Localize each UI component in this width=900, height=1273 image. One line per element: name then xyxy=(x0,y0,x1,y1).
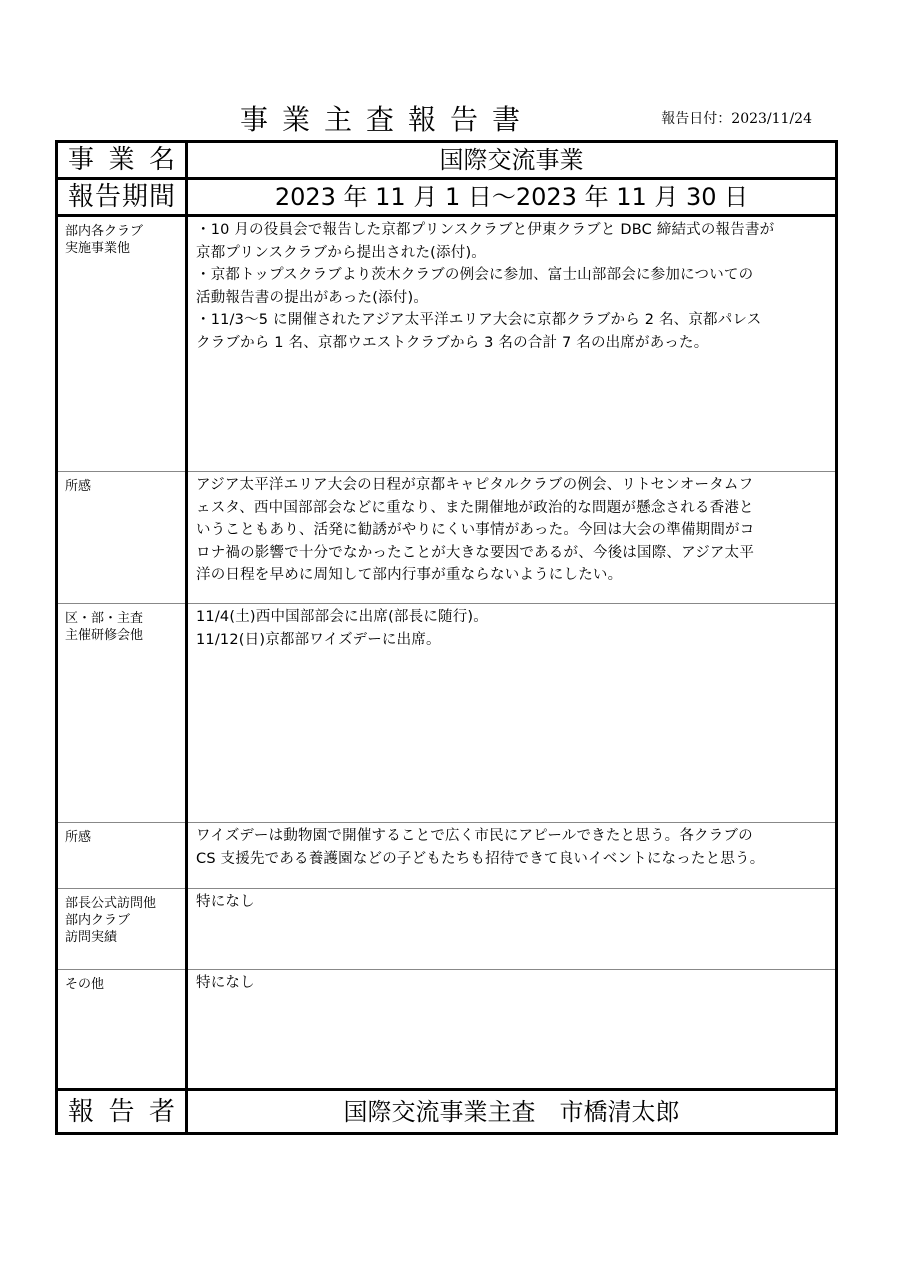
seminars-row xyxy=(57,604,837,823)
other-row xyxy=(57,970,837,1090)
impressions-row-2 xyxy=(57,823,837,889)
period-row xyxy=(57,179,837,216)
official-visits-row xyxy=(57,889,837,970)
club-activities-label: 部内各クラブ 実施事業他 xyxy=(57,216,187,472)
page-title: 事業主査報告書 xyxy=(240,103,535,136)
impressions-body-2: ワイズデーは動物園で開催することで広く市民にアピールできたと思う。各クラブの CS 支援先である養護園などの子どもたちも招待できて良いイベントになったと思う。 xyxy=(187,823,837,889)
report-table xyxy=(55,140,838,1135)
official-visits-label: 部長公式訪問他 部内クラブ 訪問実績 xyxy=(57,889,187,970)
other-label: その他 xyxy=(57,970,187,1090)
seminars-body: 11/4(土)西中国部部会に出席(部長に随行)。 11/12(日)京都部ワイズデーに出席。 xyxy=(187,604,837,823)
business-name-row xyxy=(57,142,837,179)
impressions-label-1: 所感 xyxy=(57,472,187,604)
period-label: 報告期間 xyxy=(57,179,187,216)
club-activities-body: ・10 月の役員会で報告した京都プリンスクラブと伊東クラブと DBC 締結式の報告書が 京都プリンスクラブから提出された(添付)。 ・京都トップスクラブより茨木クラブの例会に参加、富士山部部会に参加についての 活動報告書の提出があった(添付)。 ・11/3～5 に開催されたアジア太平洋エリア大会に京都クラブから 2 名、京都パレス クラブから 1 名、京都ウエストクラブから 3 名の合計 7 名の出席があった。 xyxy=(187,216,837,472)
official-visits-body: 特になし xyxy=(187,889,837,970)
other-body: 特になし xyxy=(187,970,837,1090)
impressions-label-2: 所感 xyxy=(57,823,187,889)
period-value: 2023 年 11 月 1 日～2023 年 11 月 30 日 xyxy=(187,179,837,216)
reporter-value: 国際交流事業主査 市橋清太郎 xyxy=(187,1090,837,1134)
impressions-body-1: アジア太平洋エリア大会の日程が京都キャピタルクラブの例会、リトセンオータムフ ェスタ、西中国部部会などに重なり、また開催地が政治的な問題が懸念される香港と いうこともあり、活発に勧誘がやりにくい事情があった。今回は大会の準備期間がコ ロナ禍の影響で十分でなかったことが大きな要因であるが、今後は国際、アジア太平 洋の日程を早めに周知して部内行事が重ならないようにしたい。 xyxy=(187,472,837,604)
business-name-label: 事業名 xyxy=(57,142,187,179)
club-activities-row xyxy=(57,216,837,472)
page-header xyxy=(55,96,838,136)
reporter-row xyxy=(57,1090,837,1134)
report-date: 報告日付：2023/11/24 xyxy=(661,111,812,127)
reporter-label: 報告者 xyxy=(57,1090,187,1134)
impressions-row-1 xyxy=(57,472,837,604)
seminars-label: 区・部・主査 主催研修会他 xyxy=(57,604,187,823)
business-name-value: 国際交流事業 xyxy=(187,142,837,179)
